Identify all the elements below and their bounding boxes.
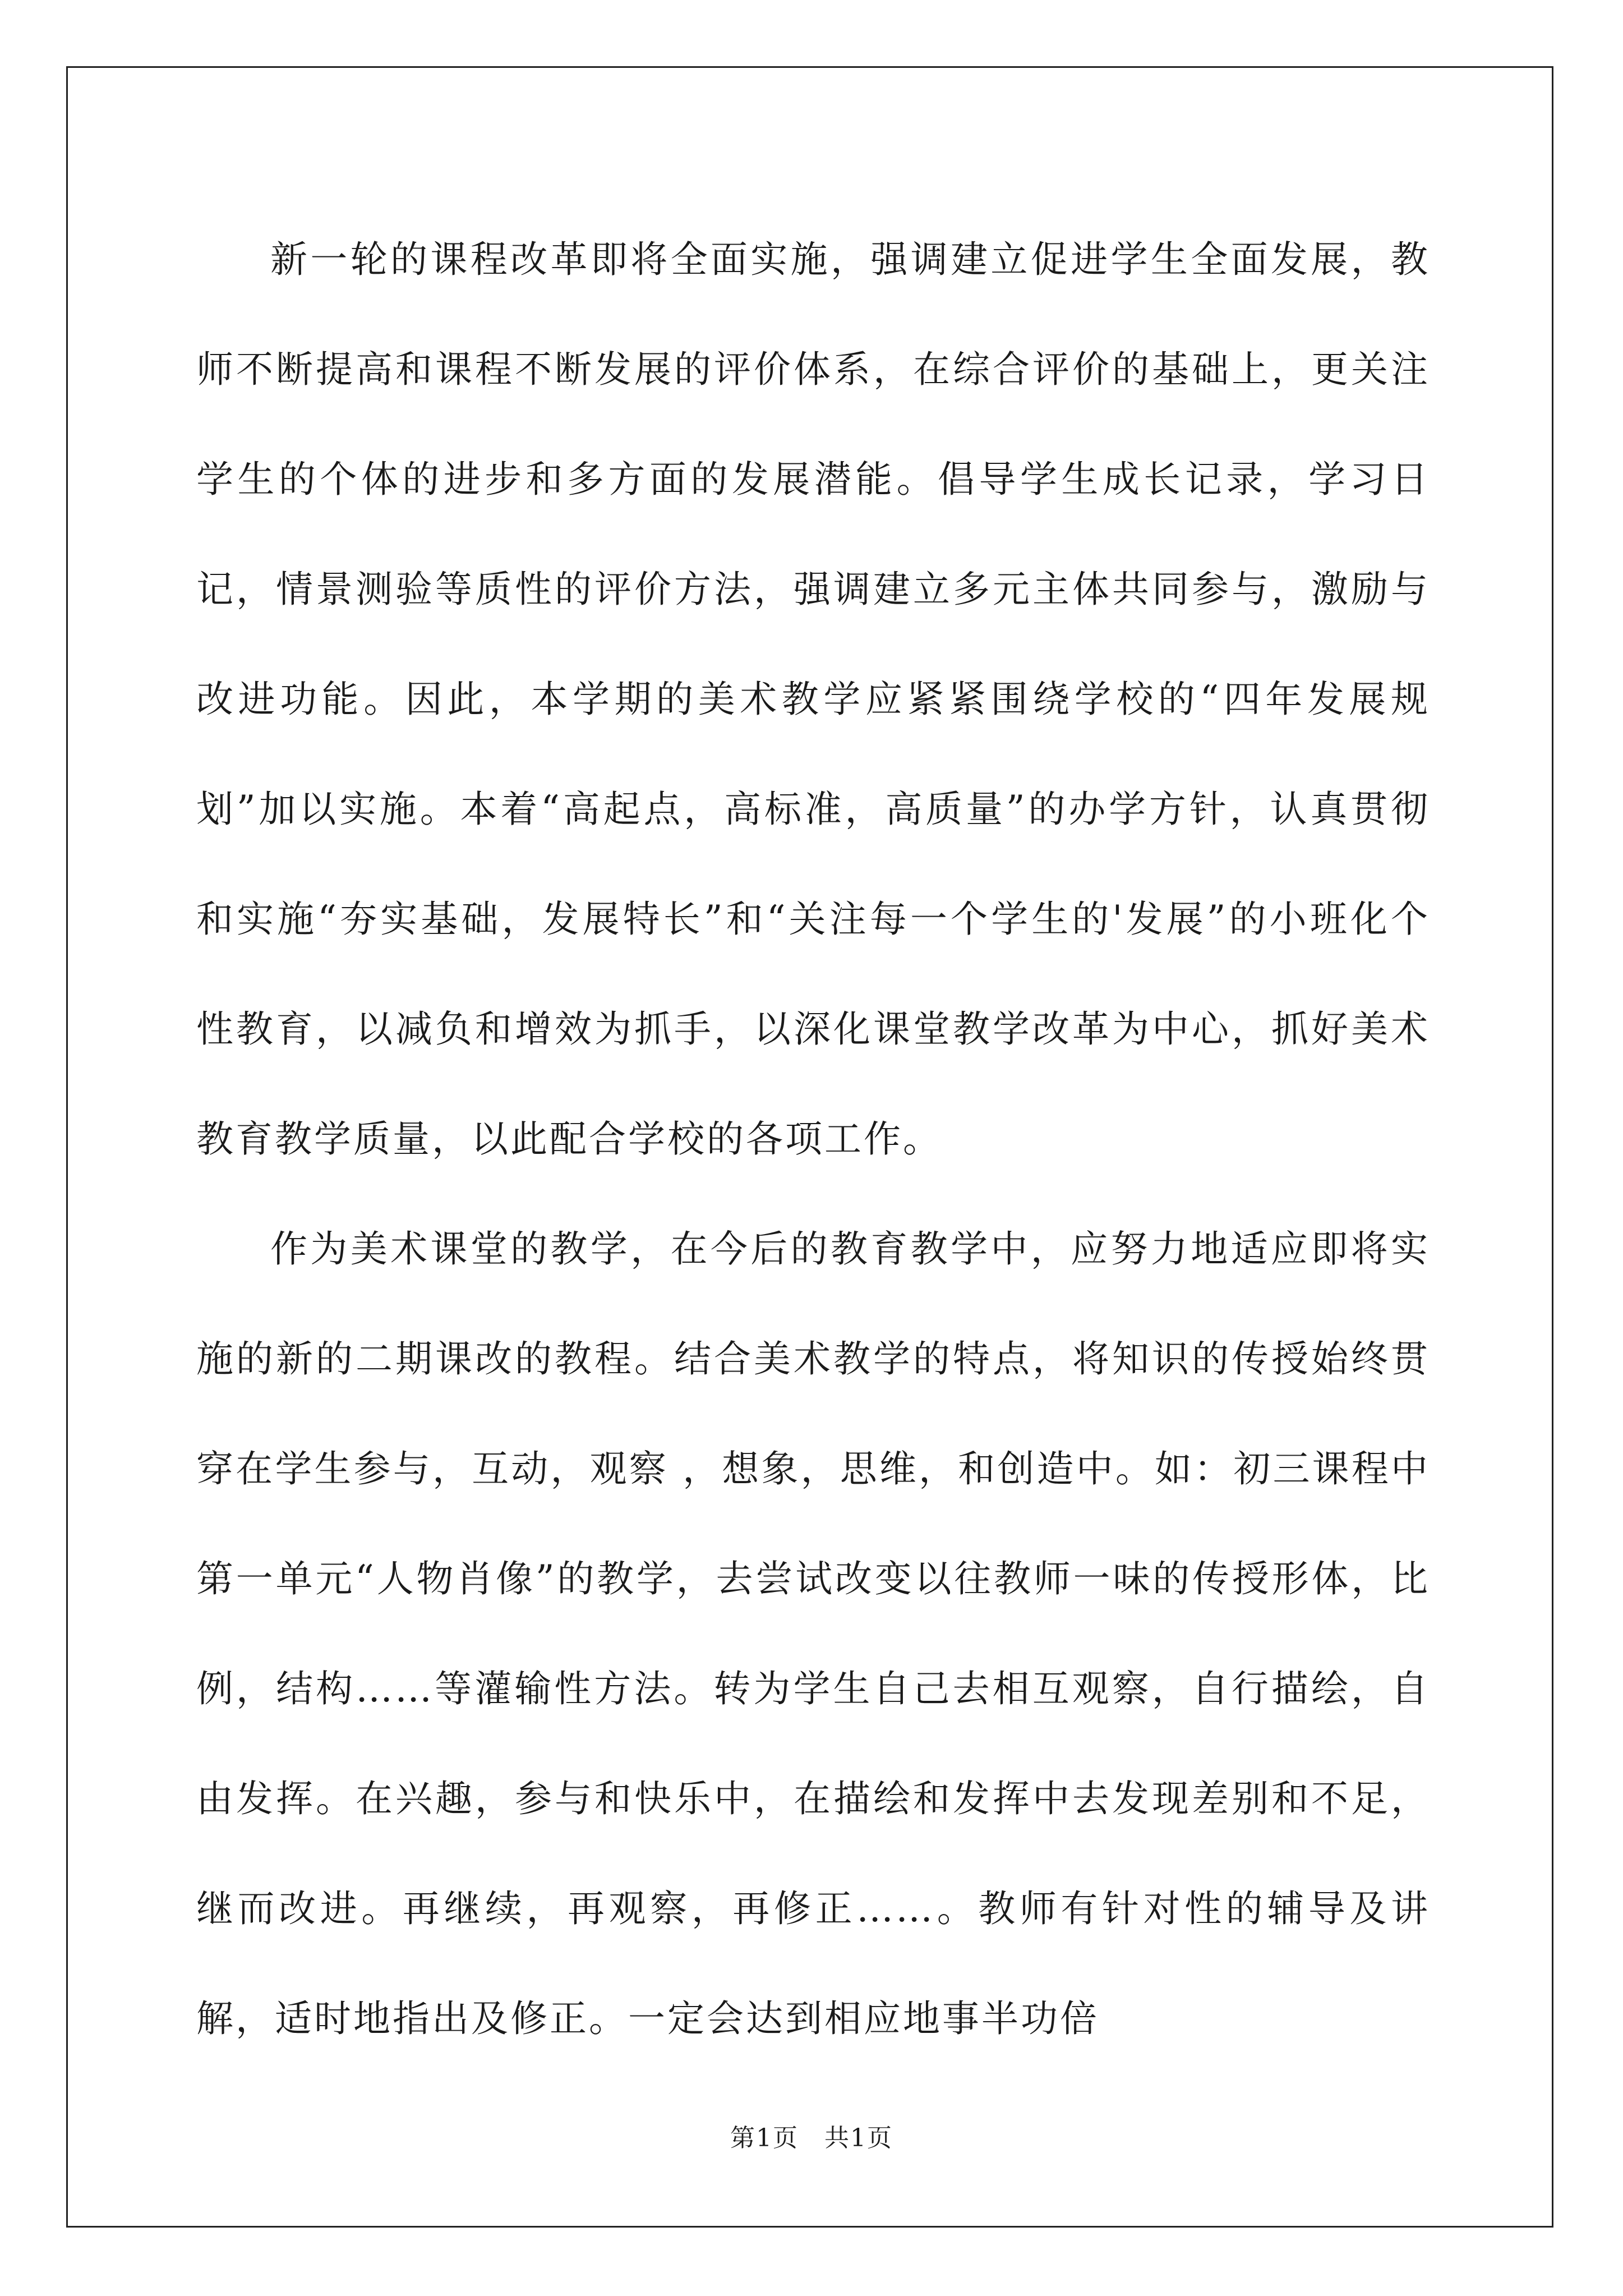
page-footer: 第1页 共1页 xyxy=(730,2124,893,2152)
paragraph-2: 作为美术课堂的教学，在今后的教育教学中，应努力地适应即将实施的新的二期课改的教程。结合美术教学的特点，将知识的传授始终贯穿在学生参与，互动，观察 ，想象，思维，和创造中。如：初三课程中第一单元“人物肖像”的教学，去尝试改变以往教师一味的传授形体，比例，结构……等灌输性方法。转为学生自己去相互观察，自行描绘，自由发挥。在兴趣，参与和快乐中，在描绘和发挥中去发现差别和不足，继而改进。再继续，再观察，再修正……。教师有针对性的辅导及讲解，适时地指出及修正。一定会达到相应地事半功倍 xyxy=(196,1227,1430,2040)
document-body xyxy=(196,205,1430,2074)
paragraph-1: 新一轮的课程改革即将全面实施，强调建立促进学生全面发展，教师不断提高和课程不断发展的评价体系，在综合评价的基础上，更关注学生的个体的进步和多方面的发展潜能。倡导学生成长记录，学习日记，情景测验等质性的评价方法，强调建立多元主体共同参与，激励与改进功能。因此，本学期的美术教学应紧紧围绕学校的“四年发展规划”加以实施。本着“高起点，高标准，高质量”的办学方针，认真贯彻和实施“夯实基础，发展特长”和“关注每一个学生的'发展”的小班化个性教育，以减负和增效为抓手，以深化课堂教学改革为中心，抓好美术教育教学质量，以此配合学校的各项工作。 xyxy=(196,238,1430,1161)
